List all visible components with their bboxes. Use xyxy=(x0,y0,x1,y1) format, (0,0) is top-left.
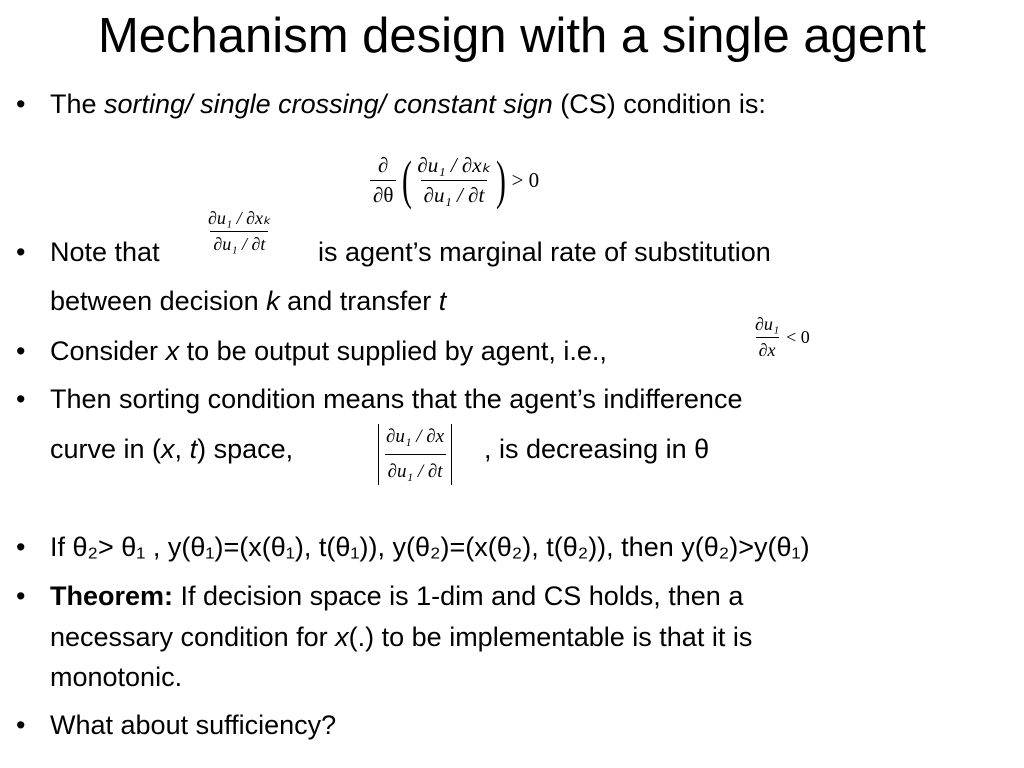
eq1-right-paren: ) xyxy=(495,150,506,210)
b2-line2-mid: and transfer xyxy=(279,286,439,316)
b6-bold: Theorem: xyxy=(50,581,174,611)
bullet-marker: • xyxy=(16,581,26,611)
b4-line2-pre: curve in ( xyxy=(50,434,162,464)
b3-text xyxy=(50,334,607,368)
b4-line2 xyxy=(50,432,293,466)
b4-x: x xyxy=(161,434,175,464)
eq1-inner-fraction xyxy=(414,153,493,208)
b3-frac-den: ∂x xyxy=(756,337,779,361)
b5-text: If θ₂> θ₁ , y(θ₁)=(x(θ₁), t(θ₁)), y(θ₂)=(x(θ₂), t(θ₂)), then y(θ₂)>y(θ₁) xyxy=(50,532,810,562)
b2-k: k xyxy=(266,286,280,316)
b3-frac-num: ∂u₁ xyxy=(755,314,780,334)
b2-t: t xyxy=(438,286,447,316)
b6-line1-text: If decision space is 1-dim and CS holds, then a xyxy=(173,581,744,611)
b3-relation: < 0 xyxy=(786,327,810,347)
b4-frac-num: ∂u₁ / ∂x xyxy=(386,426,445,447)
bullet-marker: • xyxy=(16,336,26,366)
b4-post: , is decreasing in θ xyxy=(484,434,710,464)
b2-mrs-fraction xyxy=(205,208,274,255)
b6-line2-post: (.) to be implementable is that it is xyxy=(348,622,753,652)
b1-pre: The xyxy=(50,89,105,119)
cs-condition-equation xyxy=(370,140,539,220)
b3-x: x xyxy=(165,336,180,366)
bullet-marker: • xyxy=(16,384,26,414)
slide-title: Mechanism design with a single agent xyxy=(97,9,927,63)
b2-frac-den: ∂u₁ / ∂t xyxy=(210,231,268,255)
bullet-marker: • xyxy=(16,710,26,740)
b1-post: (CS) condition is: xyxy=(552,89,766,119)
b2-pre: Note that xyxy=(50,237,160,267)
eq1-left-paren: ( xyxy=(402,150,413,210)
b4-comma: , xyxy=(174,434,190,464)
bullet-marker: • xyxy=(16,532,26,562)
b4-abs-fraction xyxy=(378,424,452,485)
b2-line2-pre: between decision xyxy=(50,286,267,316)
b6-line3: monotonic. xyxy=(50,662,183,692)
b6-line1 xyxy=(50,579,743,613)
eq1-outer-num: ∂ xyxy=(378,152,389,177)
b4-frac-den: ∂u₁ / ∂t xyxy=(385,454,446,483)
b6-line2-pre: necessary condition for xyxy=(50,622,336,652)
b3-post: to be output supplied by agent, i.e., xyxy=(179,336,607,366)
b4-line2-mid: ) space, xyxy=(197,434,294,464)
eq1-outer-den: ∂θ xyxy=(370,180,396,208)
b6-x: x xyxy=(335,622,349,652)
b2-post: is agent’s marginal rate of substitution xyxy=(318,237,771,267)
eq1-outer-derivative xyxy=(370,153,396,208)
eq1-inner-num: ∂u₁ / ∂xₖ xyxy=(417,152,491,177)
b6-line2 xyxy=(50,620,752,654)
b2-line2 xyxy=(50,284,446,318)
b2-frac-num: ∂u₁ / ∂xₖ xyxy=(208,208,271,228)
bullet-cs-condition xyxy=(50,87,766,121)
eq1-relation: > 0 xyxy=(511,167,540,192)
b1-italic: sorting/ single crossing/ constant sign xyxy=(104,89,553,119)
b4-t: t xyxy=(189,434,198,464)
bullet-marker: • xyxy=(16,89,26,119)
b3-derivative xyxy=(752,314,810,361)
eq1-inner-den: ∂u₁ / ∂t xyxy=(421,180,488,208)
b3-pre: Consider xyxy=(50,336,166,366)
b7-text: What about sufficiency? xyxy=(50,710,337,740)
bullet-marker: • xyxy=(16,237,26,267)
b4-line1: Then sorting condition means that the agent’s indifference xyxy=(50,384,743,414)
